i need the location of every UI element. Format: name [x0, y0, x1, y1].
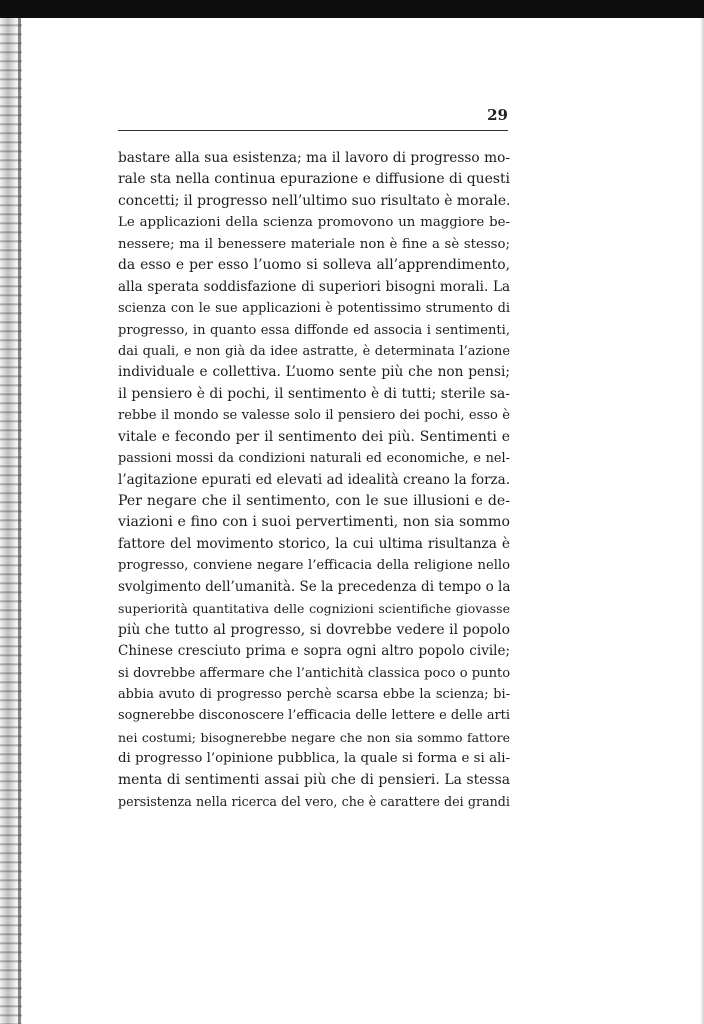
text-line: più che tutto al progresso, si dovrebbe vedere il popolo: [118, 621, 510, 638]
text-line: progresso, in quanto essa diffonde ed associa i sentimenti,: [118, 322, 510, 338]
scan-top-border: [0, 0, 704, 18]
text-line: persistenza nella ricerca del vero, che è carattere dei grandi: [118, 794, 510, 810]
text-line: rebbe il mondo se valesse solo il pensiero dei pochi, esso è: [118, 408, 510, 424]
text-line: viazioni e fino con i suoi pervertimenti, non sia sommo: [118, 514, 510, 531]
text-line: alla sperata soddisfazione di superiori bisogni morali. La: [118, 278, 510, 295]
text-line: scienza con le sue applicazioni è potentissimo strumento di: [118, 301, 510, 317]
text-line: di progresso l’opinione pubblica, la quale si forma e si ali-: [118, 751, 510, 767]
text-line: rale sta nella continua epurazione e diffusione di questi: [118, 171, 510, 188]
text-line: da esso e per esso l’uomo si solleva all’apprendimento,: [118, 257, 510, 274]
text-line: menta di sentimenti assai più che di pensieri. La stessa: [118, 771, 510, 788]
text-line: svolgimento dell’umanità. Se la precedenza di tempo o la: [118, 578, 511, 595]
text-line: fattore del movimento storico, la cui ultima risultanza è: [118, 535, 510, 552]
page-number: 29: [487, 106, 508, 124]
text-line: sognerebbe disconoscere l’efficacia delle lettere e delle arti: [118, 708, 510, 724]
text-line: bastare alla sua esistenza; ma il lavoro di progresso mo-: [118, 150, 510, 166]
text-line: l’agitazione epurati ed elevati ad idealità creano la forza.: [118, 471, 510, 488]
text-line: passioni mossi da condizioni naturali ed economiche, e nel-: [118, 451, 510, 467]
text-line: superiorità quantitativa delle cognizioni scientifiche giovasse: [118, 601, 510, 617]
text-line: Le applicazioni della scienza promovono un maggiore be-: [118, 215, 510, 231]
text-line: individuale e collettiva. L’uomo sente più che non pensi;: [118, 364, 510, 381]
text-line: Per negare che il sentimento, con le sue illusioni e de-: [118, 493, 510, 509]
text-line: il pensiero è di pochi, il sentimento è di tutti; sterile sa-: [118, 385, 510, 402]
text-line: vitale e fecondo per il sentimento dei più. Sentimenti e: [118, 428, 510, 445]
body-text: [118, 148, 510, 813]
text-line: Chinese cresciuto prima e sopra ogni altro popolo civile;: [118, 643, 510, 660]
text-line: dai quali, e non già da idee astratte, è determinata l’azione: [118, 343, 510, 359]
binding-shadow-line: [18, 18, 21, 1024]
text-line: progresso, conviene negare l’efficacia della religione nello: [118, 558, 510, 574]
page-right-edge: [700, 18, 704, 1024]
text-line: concetti; il progresso nell’ultimo suo risultato è morale.: [118, 192, 511, 209]
text-line: si dovrebbe affermare che l’antichità classica poco o punto: [118, 665, 511, 681]
text-line: nei costumi; bisognerebbe negare che non sia sommo fattore: [118, 729, 510, 745]
text-line: nessere; ma il benessere materiale non è fine a sè stesso;: [118, 236, 510, 252]
text-line: abbia avuto di progresso perchè scarsa ebbe la scienza; bi-: [118, 686, 510, 702]
header-rule: [118, 130, 508, 131]
